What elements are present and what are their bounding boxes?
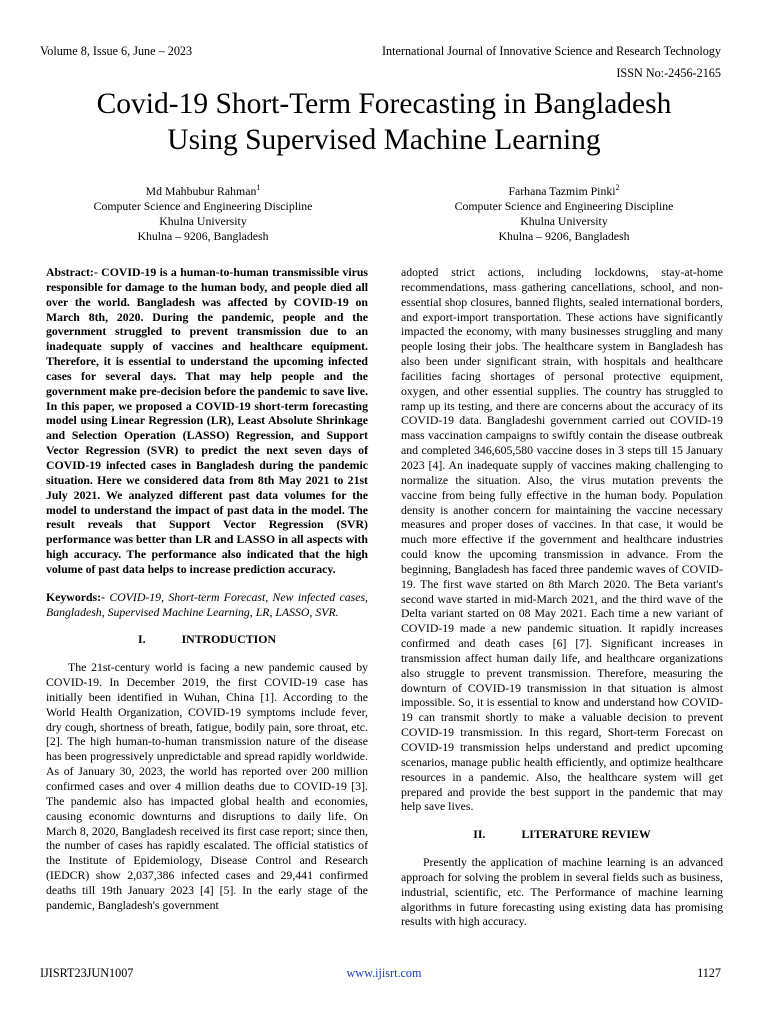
author-2-name-line <box>384 180 744 199</box>
author-2-location: Khulna – 9206, Bangladesh <box>498 228 630 243</box>
author-1-name: Md Mahbubur Rahman <box>145 183 257 198</box>
section-2-number: II. <box>473 827 486 842</box>
section-1-number: I. <box>138 632 146 647</box>
right-column <box>401 265 723 929</box>
author-2-name: Farhana Tazmim Pinki <box>508 183 616 198</box>
keywords <box>46 590 368 620</box>
author-1-university: Khulna University <box>159 213 247 228</box>
author-2-dept: Computer Science and Engineering Discipline <box>454 198 674 213</box>
title-line-1: Covid-19 Short-Term Forecasting in Bangladesh <box>96 88 672 120</box>
author-2 <box>384 180 744 244</box>
paper-title <box>40 86 728 158</box>
author-1 <box>23 180 383 244</box>
section-heading-literature-review <box>401 827 723 842</box>
journal-url-link[interactable]: www.ijisrt.com <box>346 966 422 980</box>
author-1-location: Khulna – 9206, Bangladesh <box>137 228 269 243</box>
author-2-university: Khulna University <box>520 213 608 228</box>
section-heading-introduction <box>46 632 368 647</box>
title-line-2: Using Supervised Machine Learning <box>167 124 601 156</box>
author-1-sup: 1 <box>256 183 261 192</box>
keywords-text: COVID-19, Short-term Forecast, New infected cases, Bangladesh, Supervised Machine Learning, LR, LASSO, SVR. <box>46 589 368 619</box>
keywords-label: Keywords:- <box>46 589 105 604</box>
volume-info: Volume 8, Issue 6, June – 2023 <box>40 44 193 58</box>
author-1-dept: Computer Science and Engineering Discipline <box>93 198 313 213</box>
page-number: 1127 <box>697 966 721 980</box>
issn: ISSN No:-2456-2165 <box>616 66 721 80</box>
author-2-sup: 2 <box>615 183 620 192</box>
left-column <box>46 265 368 913</box>
author-1-name-line <box>23 180 383 199</box>
section-2-title: LITERATURE REVIEW <box>521 827 651 842</box>
abstract: Abstract:- COVID-19 is a human-to-human transmissible virus responsible for damage to the human body, and people died all over the world. Bangladesh was affected by COVID-19 on March 8th, 2020. During the pandemic, people and the government struggled to prevent transmission due to an inadequate supply of vaccines and healthcare equipment. Therefore, it is essential to understand the upcoming infected cases for several days. That may help people and the government make pre-decision before the pandemic to save live. In this paper, we proposed a COVID-19 short-term forecasting model using Linear Regression (LR), Least Absolute Shrinkage and Selection Operation (LASSO) Regression, and Support Vector Regression (SVR) to predict the next seven days of COVID-19 infected cases in Bangladesh during the pandemic situation. Here we considered data from 8th May 2021 to 21st July 2021. We analyzed different past data volumes for the model to understand the impact of past data in the model. The result reveals that Support Vector Regression (SVR) performance was better than LR and LASSO in all aspects with high accuracy. The performance also indicated that the high volume of past data helps to increase prediction accuracy. <box>46 265 368 576</box>
section-1-title: INTRODUCTION <box>181 632 276 647</box>
journal-name: International Journal of Innovative Science and Research Technology <box>381 44 721 58</box>
literature-paragraph: Presently the application of machine learning is an advanced approach for solving the problem in several fields such as business, industrial, scientific, etc. The Performance of machine learning algorithms in future forecasting using existing data has promising results with high accuracy. <box>401 855 723 929</box>
paper-id: IJISRT23JUN1007 <box>40 966 134 980</box>
intro-continuation-paragraph: adopted strict actions, including lockdowns, stay-at-home recommendations, mass gathering cancellations, school, and non-essential shop closures, banned flights, sealed international borders, and export-import transportation. These actions have significantly impacted the economy, with many businesses struggling and many people losing their jobs. The healthcare system in Bangladesh has also been under significant strain, with hospitals and healthcare facilities facing shortages of personal protective equipment, oxygen, and other essential supplies. The country has struggled to ramp up its testing, and there are concerns about the accuracy of its COVID-19 data. Bangladeshi government carried out COVID-19 mass vaccination campaigns to swiftly contain the disease outbreak and completed 346,605,580 vaccine doses in 3 steps till 15 January 2023 [4]. An inadequate supply of vaccines making challenging to normalize the situation. Also, the virus mutation prevents the vaccine from being fully effective in the human body. Population density is another concern for maintaining the vaccine necessary measures and proper doses of vaccines. In that case, it would be much more effective if the government and healthcare industries could know the upcoming transmission in advance. From the beginning, Bangladesh has faced three pandemic waves of COVID-19. The first wave started on 8th March 2020. The Beta variant's second wave started in mid-March 2021, and the third wave of the Delta variant started on 08 May 2021. Each time a new variant of COVID-19 made a new pandemic situation. It rapidly increases confirmed and death cases [6] [7]. Significant increases in transmission affect human daily life, and healthcare organizations also struggle to prevent transmission. Therefore, measuring the downturn of COVID-19 transmission in that situation is almost impossible. So, it is essential to know and understand how COVID-19 can transmit shortly to make a valuable decision to prevent COVID-19 transmission. In this regard, Short-term Forecast on COVID-19 transmission helps understand and predict upcoming scenarios, manage public health efficiently, and optimize healthcare resources in a pandemic. Also, the healthcare system will get prepared and provide the best support in the pandemic that may help save lives. <box>401 265 723 814</box>
intro-paragraph: The 21st-century world is facing a new pandemic caused by COVID-19. In December 2019, the first COVID-19 case has initially been identified in Wuhan, China [1]. According to the World Health Organization, COVID-19 symptoms include fever, dry cough, shortness of breath, fatigue, bodily pain, sore throat, etc. [2]. The high human-to-human transmission nature of the disease has been progressively unpredictable and spread rapidly worldwide. As of January 30, 2023, the world has reported over 200 million confirmed cases and over 4 million deaths due to COVID-19 [3]. The pandemic also has impacted global health and economies, causing economic downturns and disruptions to daily life. On March 8, 2020, Bangladesh received its first case report; since then, the number of cases has rapidly escalated. The official statistics of the Institute of Epidemiology, Disease Control and Research (IEDCR) show 2,037,386 infected cases and 29,441 confirmed deaths till 19th January 2023 [4] [5]. In the early stage of the pandemic, Bangladesh's government <box>46 660 368 912</box>
